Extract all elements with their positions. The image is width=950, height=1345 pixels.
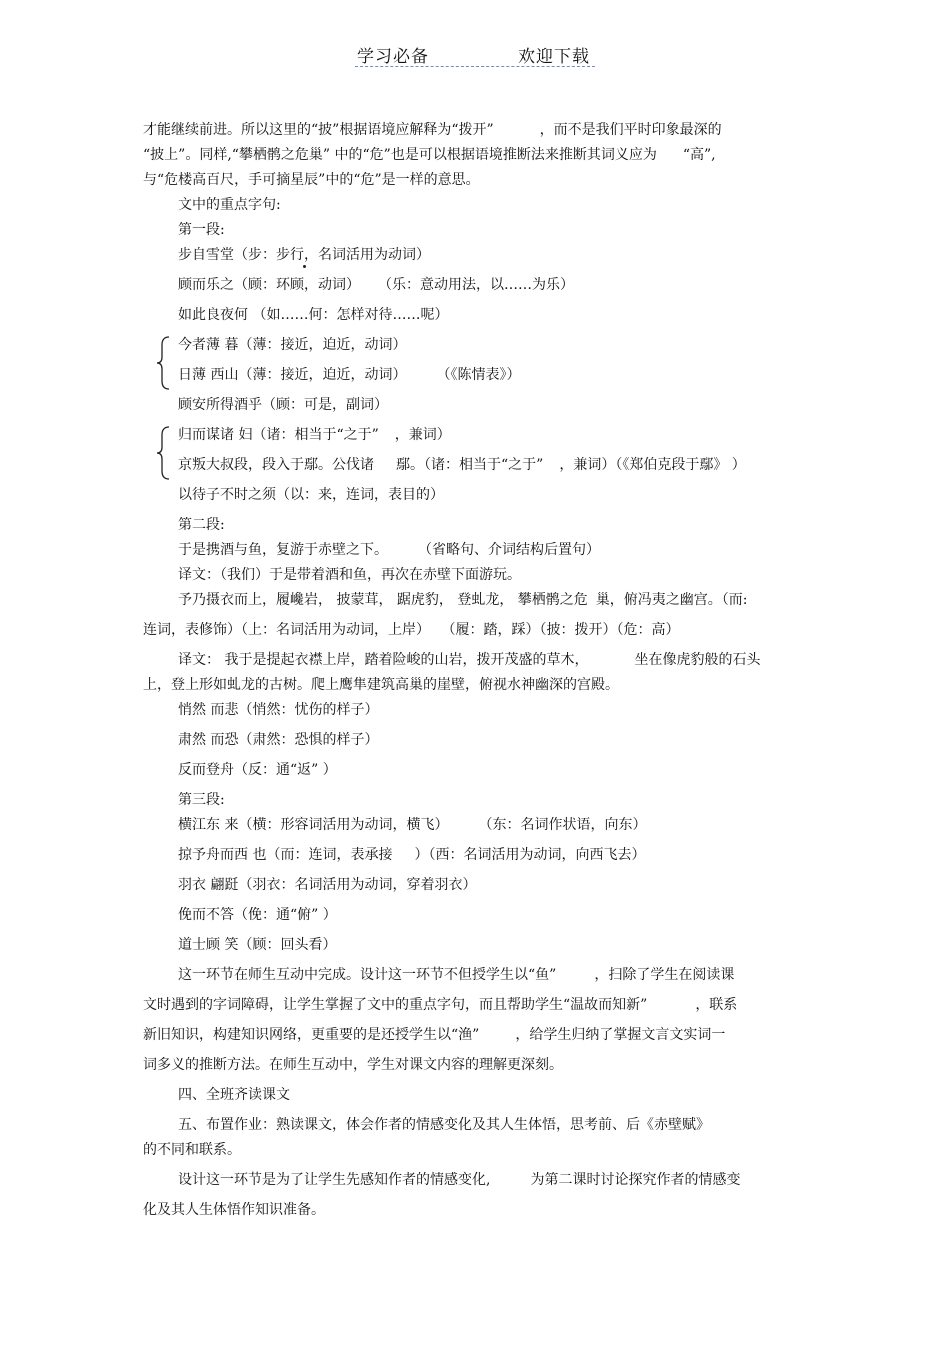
document-body bbox=[143, 118, 808, 1223]
paragraph-line: 化及其人生体悟作知识准备。 bbox=[143, 1202, 325, 1218]
paragraph-line: 这一环节在师生互动中完成。设计这一环节不但授学生以“鱼” ，扫除了学生在阅读课 bbox=[178, 967, 735, 983]
paragraph-line: 文时遇到的字词障碍，让学生掌握了文中的重点字句，而且帮助学生“温故而知新” ，联系 bbox=[143, 997, 738, 1013]
note-line: 如此良夜何 （如……何：怎样对待……呢） bbox=[178, 307, 449, 323]
paragraph-line: 的不同和联系。 bbox=[143, 1142, 241, 1158]
paragraph-line: 词多义的推断方法。在师生互动中，学生对课文内容的理解更深刻。 bbox=[143, 1057, 563, 1073]
brace-icon bbox=[156, 335, 170, 391]
note-line: 顾而乐之（顾：环顾，动词） （乐：意动用法，以……为乐） bbox=[178, 277, 574, 293]
note-line: 今者薄 暮（薄：接近，迫近，动词） bbox=[178, 337, 407, 353]
note-line: 京叛大叔段，段入于鄢。公伐诸 鄢。（诸：相当于“之于” ，兼词）（《郑伯克段于鄢》 ） bbox=[178, 457, 746, 473]
note-line: 译文： 我于是提起衣襟上岸，踏着险峻的山岩，拨开茂盛的草木， 坐在像虎豹般的石头 bbox=[178, 652, 761, 668]
note-line: 顾安所得酒乎（顾：可是，副词） bbox=[178, 397, 388, 413]
note-line: 译文：（我们）于是带着酒和鱼，再次在赤壁下面游玩。 bbox=[178, 567, 521, 583]
header-left-text: 学习必备 bbox=[357, 47, 429, 67]
paragraph-line: “披上”。同样,“攀栖鹘之危巢” 中的“危”也是可以根据语境推断法来推断其词义应为 “高”, bbox=[143, 147, 716, 163]
brace-icon bbox=[156, 425, 170, 481]
paragraph-line: 设计这一环节是为了让学生先感知作者的情感变化, 为第二课时讨论探究作者的情感变 bbox=[178, 1172, 741, 1188]
note-line: 于是携酒与鱼，复游于赤壁之下。 （省略句、介词结构后置句） bbox=[178, 542, 600, 558]
brace-group bbox=[143, 423, 808, 478]
header-right-text: 欢迎下载 bbox=[518, 47, 590, 67]
note-line: 以待子不时之须（以：来，连词，表目的） bbox=[178, 487, 444, 503]
note-line: 予乃摄衣而上，履巉岩， 披蒙茸， 踞虎豹， 登虬龙， 攀栖鹘之危 巢，俯冯夷之幽宫。（而: bbox=[178, 592, 748, 608]
note-line: 归而谋诸 妇（诸：相当于“之于” ，兼词） bbox=[178, 427, 451, 443]
paragraph-line: 五、布置作业：熟读课文，体会作者的情感变化及其人生体悟，思考前、后《赤壁赋》 bbox=[178, 1117, 710, 1133]
paragraph-line: 与“危楼高百尺，手可摘星辰”中的“危”是一样的意思。 bbox=[143, 172, 480, 188]
note-line: 掠予舟而西 也（而：连词，表承接 ）（西：名词活用为动词，向西飞去） bbox=[178, 847, 646, 863]
note-line: 连词，表修饰）（上：名词活用为动词，上岸） （履：踏，踩）（披：拨开）（危：高） bbox=[143, 622, 680, 638]
brace-group bbox=[143, 333, 808, 388]
note-line: 步自雪堂（步：步行，名词活用为动词） bbox=[178, 247, 430, 263]
section-heading: 文中的重点字句: bbox=[178, 197, 281, 213]
paragraph-line: 新旧知识，构建知识网络，更重要的是还授学生以“渔” ，给学生归纳了掌握文言文实词一 bbox=[143, 1027, 726, 1043]
note-line: 日薄 西山（薄：接近，迫近，动词） （《陈情表》） bbox=[178, 367, 521, 383]
section-heading: 四、全班齐读课文 bbox=[178, 1087, 290, 1103]
note-line: 道士顾 笑（顾：回头看） bbox=[178, 937, 337, 953]
note-line: 上，登上形如虬龙的古树。爬上鹰隼建筑高巢的崖壁，俯视水神幽深的宫殿。 bbox=[143, 677, 619, 693]
section-heading: 第三段: bbox=[178, 792, 225, 808]
page-header bbox=[355, 40, 595, 67]
note-line: 悄然 而悲（悄然：忧伤的样子） bbox=[178, 702, 379, 718]
note-line: 羽衣 翩跹（羽衣：名词活用为动词，穿着羽衣） bbox=[178, 877, 477, 893]
section-heading: 第一段: bbox=[178, 222, 225, 238]
note-line: 俛而不答（俛：通“俯” ） bbox=[178, 907, 337, 923]
paragraph-line: 才能继续前进。所以这里的“披”根据语境应解释为“拨开” ，而不是我们平时印象最深的 bbox=[143, 122, 722, 138]
note-line: 横江东 来（横：形容词活用为动词，横飞） （东：名词作状语，向东） bbox=[178, 817, 647, 833]
note-line: 反而登舟（反：通“返” ） bbox=[178, 762, 337, 778]
note-line: 肃然 而恐（肃然：恐惧的样子） bbox=[178, 732, 379, 748]
section-heading: 第二段: bbox=[178, 517, 225, 533]
